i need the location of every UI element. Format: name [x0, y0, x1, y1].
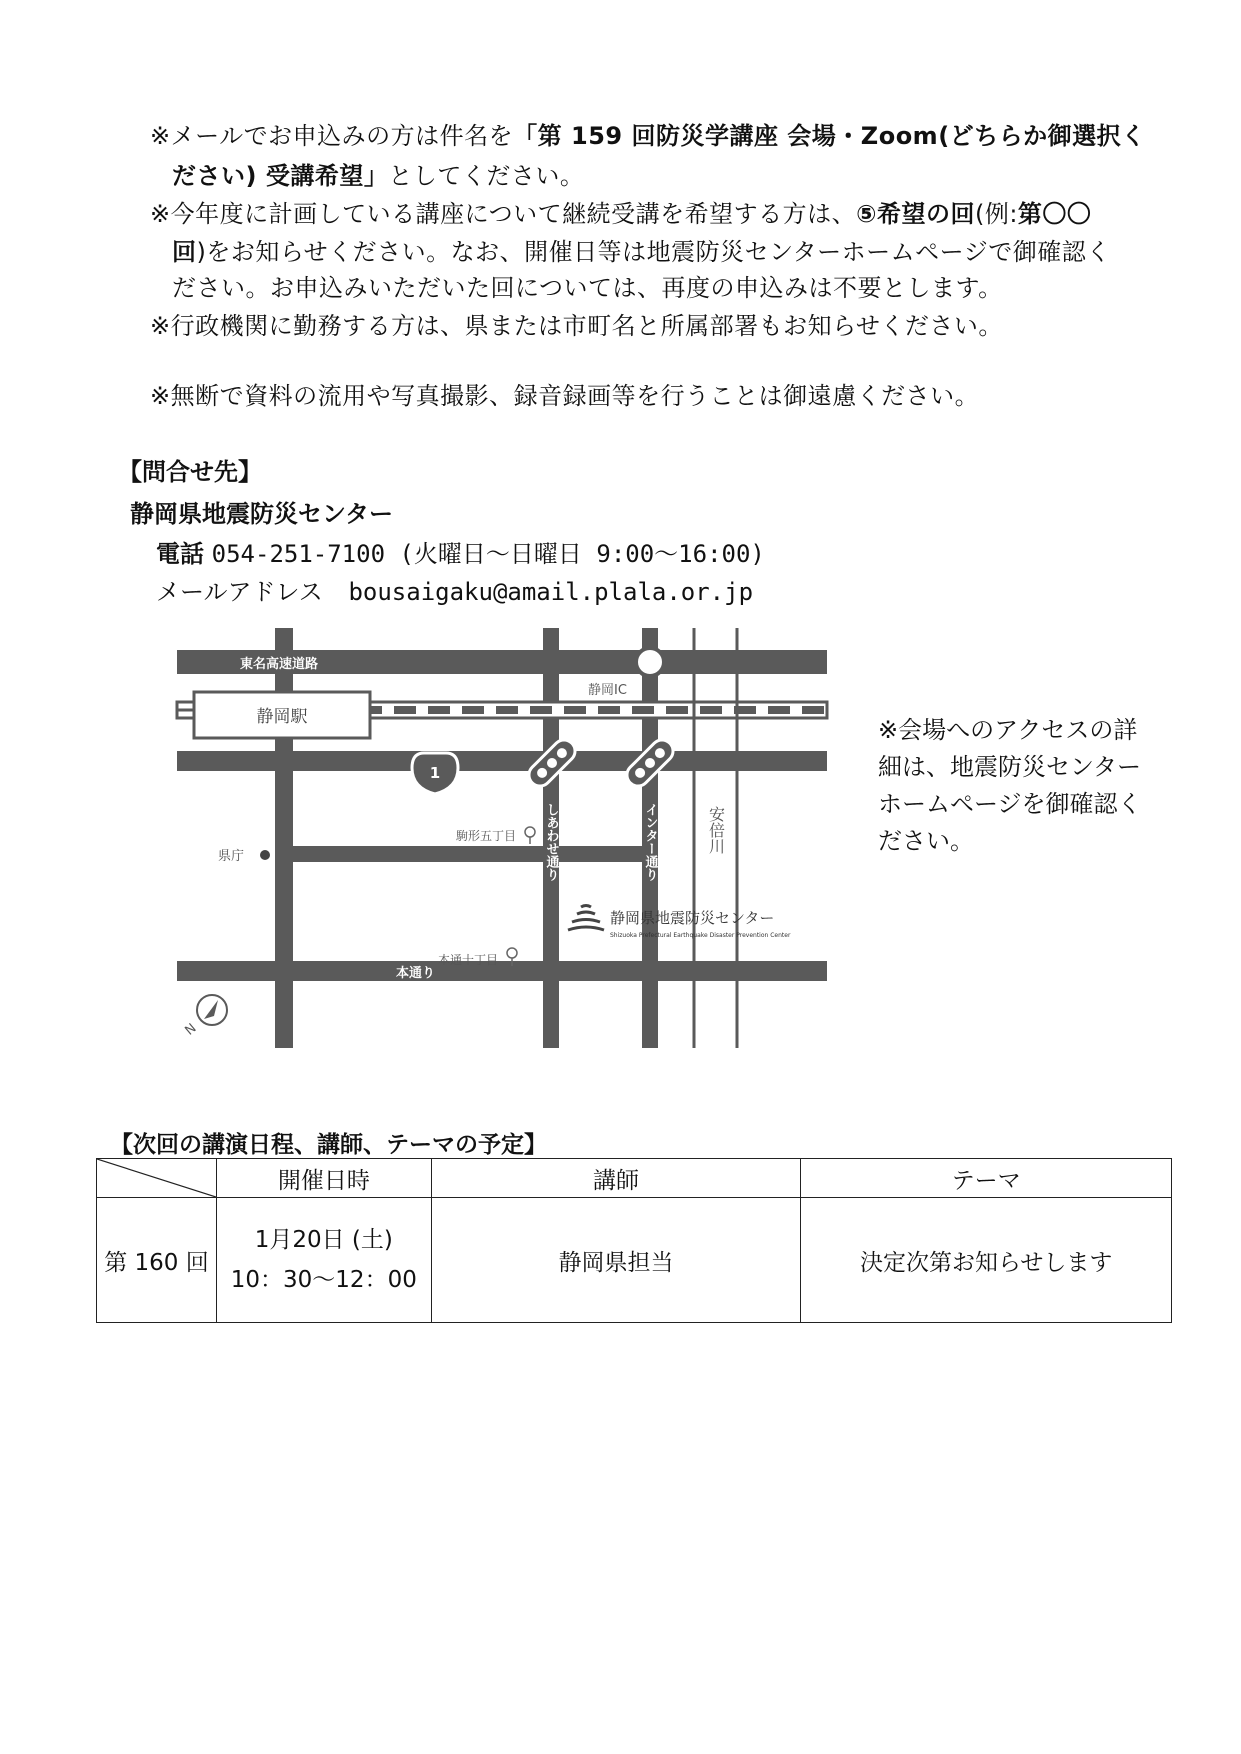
- note-text: )をお知らせください。なお、開催日等は地震防災センターホームページで御確認く: [196, 238, 1111, 266]
- contact-phone-line: [156, 534, 765, 569]
- inter-label: インター通り: [642, 803, 658, 881]
- table-header-row: [97, 1159, 1172, 1198]
- header-theme: テーマ: [801, 1159, 1172, 1198]
- note-text: としてください。: [388, 162, 585, 190]
- note-mail-subject-line1: [150, 116, 1146, 156]
- center-logo-icon: [568, 906, 604, 931]
- phone-label: 電話: [156, 540, 204, 568]
- route-number: 1: [429, 764, 441, 782]
- header-lecturer: 講師: [431, 1159, 801, 1198]
- north-label: N: [182, 1020, 200, 1039]
- contact-org: 静岡県地震防災センター: [130, 500, 394, 528]
- kencho-dot: [260, 850, 270, 860]
- center-name-ja: 静岡県地震防災センター: [610, 909, 775, 927]
- note-text: (例:: [974, 200, 1018, 228]
- email-label: メールアドレス: [156, 578, 323, 606]
- header-date: 開催日時: [216, 1159, 431, 1198]
- road-hondori: [177, 961, 827, 981]
- hondori-jucchome-label: 本通十丁目: [438, 953, 499, 967]
- road-route1: [177, 751, 827, 771]
- access-note: ※会場へのアクセスの詳細は、地震防災センターホームページを御確認ください。: [878, 716, 1142, 855]
- note-government: ※行政機関に勤務する方は、県または市町名と所属部署もお知らせください。: [150, 312, 1003, 340]
- session-datetime: [216, 1198, 431, 1323]
- session-time: 10：30～12：00: [230, 1267, 417, 1293]
- river-label: 安倍川: [706, 806, 726, 854]
- note-text-bold: 「第 159 回防災学講座 会場・Zoom(どちらか御選択く: [513, 122, 1146, 150]
- ic-circle: [636, 648, 664, 676]
- north-arrow-icon: [197, 995, 227, 1025]
- session-date: 1月20日 (土): [254, 1227, 393, 1253]
- access-map: [170, 628, 830, 1048]
- komagata-label: 駒形五丁目: [456, 829, 517, 843]
- phone-value: 054-251-7100 (火曜日～日曜日 9:00～16:00): [211, 540, 765, 568]
- road-komagata: [290, 846, 658, 862]
- hondori-label: 本通り: [396, 966, 436, 981]
- session-number: 第 160 回: [97, 1198, 217, 1323]
- table-row: [97, 1198, 1172, 1323]
- ic-label: 静岡IC: [588, 683, 627, 698]
- schedule-table: [96, 1158, 1172, 1323]
- expressway-label: 東名高速道路: [240, 657, 319, 672]
- shiawase-label: しあわせ通り: [543, 803, 559, 881]
- note-text: ※メールでお申込みの方は件名を: [150, 122, 514, 150]
- header-diagonal-cell: [97, 1159, 217, 1198]
- contact-heading: 【問合せ先】: [118, 458, 262, 486]
- session-lecturer: 静岡県担当: [431, 1198, 801, 1323]
- note-continuing-line3: ださい。お申込みいただいた回については、再度の申込みは不要とします。: [172, 274, 1003, 302]
- note-text: ※今年度に計画している講座について継続受講を希望する方は、: [150, 200, 857, 228]
- note-no-recording: ※無断で資料の流用や写真撮影、録音録画等を行うことは御遠慮ください。: [150, 382, 980, 410]
- note-text-bold: ⑤希望の回: [856, 200, 975, 228]
- note-text-bold: 第〇〇: [1017, 200, 1092, 228]
- note-mail-subject-line2: [172, 156, 584, 196]
- center-name-en: Shizuoka Prefectural Earthquake Disaster Prevention Center: [610, 932, 791, 939]
- station-label: 静岡駅: [256, 707, 308, 727]
- email-value[interactable]: bousaigaku@amail.plala.or.jp: [348, 578, 754, 606]
- note-continuing-line2: [172, 232, 1111, 272]
- pin-icon: [525, 827, 535, 844]
- schedule-heading: 【次回の講演日程、講師、テーマの予定】: [110, 1132, 547, 1158]
- note-continuing-line1: [150, 194, 1091, 234]
- kencho-label: 県庁: [218, 849, 245, 864]
- session-theme: 決定次第お知らせします: [801, 1198, 1172, 1323]
- note-text-bold: 回: [172, 238, 197, 266]
- note-text-bold: ださい) 受講希望」: [172, 162, 389, 190]
- contact-email-line: [156, 572, 753, 607]
